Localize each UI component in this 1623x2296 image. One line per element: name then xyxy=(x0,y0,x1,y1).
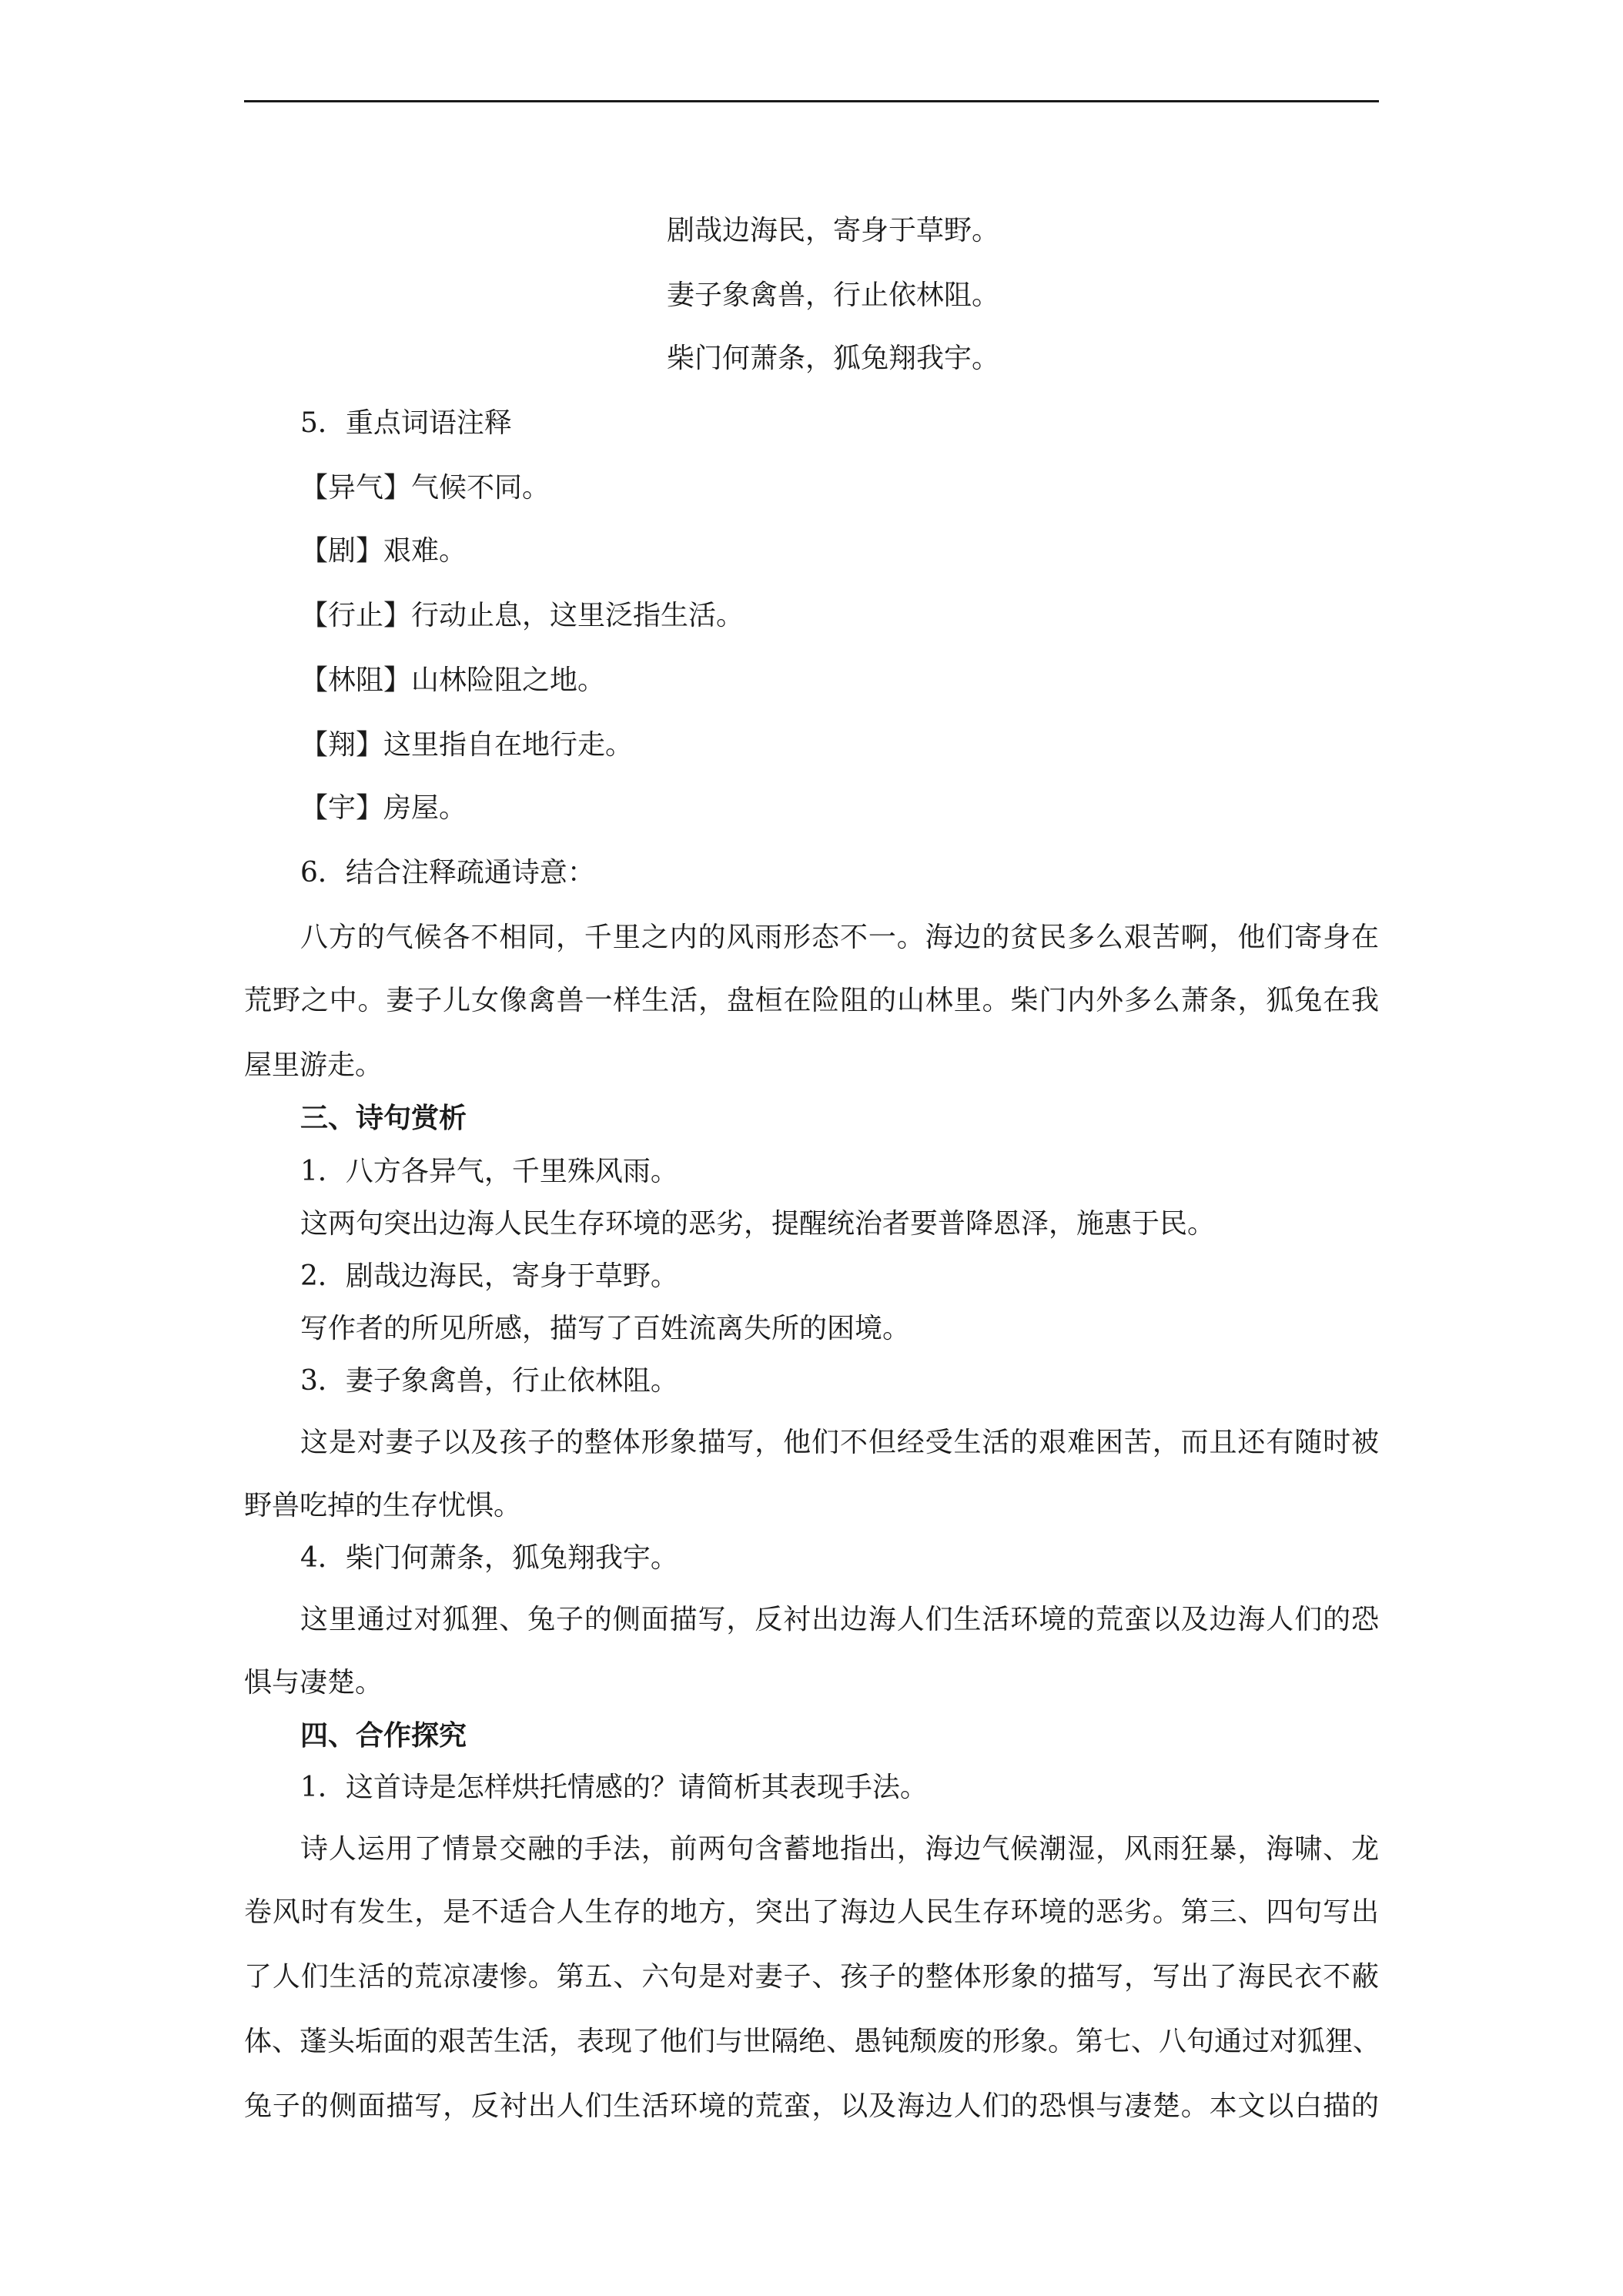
question-line: 4．柴门何萧条，狐兔翔我宇。 xyxy=(300,1542,678,1574)
note-item: 【行止】行动止息，这里泛指生活。 xyxy=(300,600,745,631)
note-item: 【林阻】山林险阻之地。 xyxy=(300,664,606,696)
poem-line: 柴门何萧条，狐兔翔我宇。 xyxy=(667,343,1000,374)
question-line: 3．妻子象禽兽，行止依林阻。 xyxy=(300,1365,678,1397)
question-line: 2．剧哉边海民，寄身于草野。 xyxy=(300,1260,678,1292)
paragraph-line: 荒野之中。妻子儿女像禽兽一样生活，盘桓在险阻的山林里。柴门内外多么萧条，狐兔在我 xyxy=(244,985,1379,1016)
answer-line: 惧与凄楚。 xyxy=(244,1667,383,1699)
note-item: 【宇】房屋。 xyxy=(300,792,467,824)
note-item: 【翔】这里指自在地行走。 xyxy=(300,729,634,761)
answer-line: 这是对妻子以及孩子的整体形象描写，他们不但经受生活的艰难困苦，而且还有随时被 xyxy=(300,1427,1379,1458)
poem-line: 剧哉边海民，寄身于草野。 xyxy=(667,215,1000,246)
header-rule xyxy=(244,100,1379,102)
section-heading: 6．结合注释疏通诗意： xyxy=(300,857,595,889)
paragraph-line: 八方的气候各不相同，千里之内的风雨形态不一。海边的贫民多么艰苦啊，他们寄身在 xyxy=(300,922,1379,953)
part-heading: 四、合作探究 xyxy=(300,1719,467,1752)
answer-line: 这两句突出边海人民生存环境的恶劣，提醒统治者要普降恩泽，施惠于民。 xyxy=(300,1208,1216,1240)
question-line: 1．这首诗是怎样烘托情感的？请简析其表现手法。 xyxy=(300,1772,928,1803)
section-heading: 5．重点词语注释 xyxy=(300,407,512,439)
answer-line: 卷风时有发生，是不适合人生存的地方，突出了海边人民生存环境的恶劣。第三、四句写出 xyxy=(244,1896,1379,1928)
answer-line: 体、蓬头垢面的艰苦生活，表现了他们与世隔绝、愚钝颓废的形象。第七、八句通过对狐狸、 xyxy=(244,2026,1381,2057)
paragraph-line: 屋里游走。 xyxy=(244,1049,383,1081)
part-heading: 三、诗句赏析 xyxy=(300,1102,467,1134)
answer-line: 诗人运用了情景交融的手法，前两句含蓄地指出，海边气候潮湿，风雨狂暴，海啸、龙 xyxy=(300,1833,1379,1865)
note-item: 【异气】气候不同。 xyxy=(300,472,550,504)
question-line: 1．八方各异气，千里殊风雨。 xyxy=(300,1156,678,1187)
answer-line: 了人们生活的荒凉凄惨。第五、六句是对妻子、孩子的整体形象的描写，写出了海民衣不蔽 xyxy=(244,1961,1379,1993)
answer-line: 兔子的侧面描写，反衬出人们生活环境的荒蛮，以及海边人们的恐惧与凄楚。本文以白描的 xyxy=(244,2090,1379,2122)
note-item: 【剧】艰难。 xyxy=(300,535,467,567)
poem-line: 妻子象禽兽，行止依林阻。 xyxy=(667,279,1000,311)
answer-line: 这里通过对狐狸、兔子的侧面描写，反衬出边海人们生活环境的荒蛮以及边海人们的恐 xyxy=(300,1604,1379,1635)
answer-line: 野兽吃掉的生存忧惧。 xyxy=(244,1490,522,1521)
answer-line: 写作者的所见所感，描写了百姓流离失所的困境。 xyxy=(300,1313,911,1344)
